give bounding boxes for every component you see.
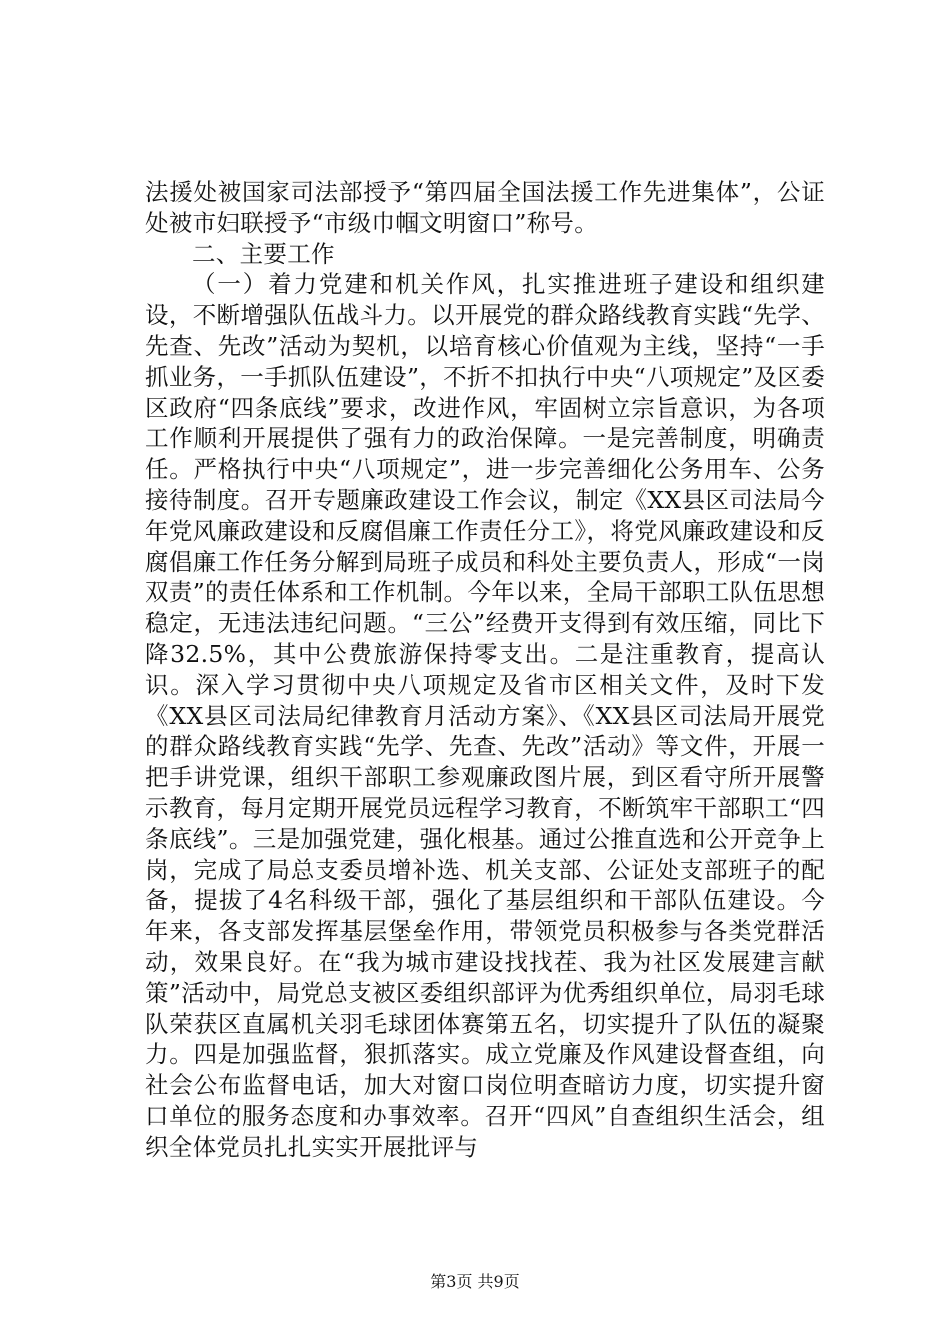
page-number-footer: 第3页 共9页	[430, 1272, 520, 1291]
paragraph-awards: 法援处被国家司法部授予“第四届全国法援工作先进集体”，公证处被市妇联授予“市级巾帼文明窗口”称号。	[145, 178, 825, 237]
section-heading-main-work: 二、主要工作	[192, 239, 335, 268]
document-body	[145, 177, 825, 1163]
paragraph-party-building: （一）着力党建和机关作风，扎实推进班子建设和组织建设，不断增强队伍战斗力。以开展党的群众路线教育实践“先学、先查、先改”活动为契机，以培育核心价值观为主线，坚持“一手抓业务，一手抓队伍建设”，不折不扣执行中央“八项规定”及区委区政府“四条底线”要求，改进作风，牢固树立宗旨意识，为各项工作顺利开展提供了强有力的政治保障。一是完善制度，明确责任。严格执行中央“八项规定”，进一步完善细化公务用车、公务接待制度。召开专题廉政建设工作会议，制定《XX县区司法局今年党风廉政建设和反腐倡廉工作责任分工》，将党风廉政建设和反腐倡廉工作任务分解到局班子成员和科处主要负责人，形成“一岗双责”的责任体系和工作机制。今年以来，全局干部职工队伍思想稳定，无违法违纪问题。“三公”经费开支得到有效压缩，同比下降32.5%，其中公费旅游保持零支出。二是注重教育，提高认识。深入学习贯彻中央八项规定及省市区相关文件，及时下发《XX县区司法局纪律教育月活动方案》、《XX县区司法局开展党的群众路线教育实践“先学、先查、先改”活动》等文件，开展一把手讲党课，组织干部职工参观廉政图片展，到区看守所开展警示教育，每月定期开展党员远程学习教育，不断筑牢干部职工“四条底线”。三是加强党建，强化根基。通过公推直选和公开竞争上岗，完成了局总支委员增补选、机关支部、公证处支部班子的配备，提拔了4名科级干部，强化了基层组织和干部队伍建设。今年来，各支部发挥基层堡垒作用，带领党员积极参与各类党群活动，效果良好。在“我为城市建设找找茬、我为社区发展建言献策”活动中，局党总支被区委组织部评为优秀组织单位，局羽毛球队荣获区直属机关羽毛球团体赛第五名，切实提升了队伍的凝聚力。四是加强监督，狠抓落实。成立党廉及作风建设督查组，向社会公布监督电话，加大对窗口岗位明查暗访力度，切实提升窗口单位的服务态度和办事效率。召开“四风”自查组织生活会，组织全体党员扎扎实实开展批评与	[145, 270, 825, 1161]
